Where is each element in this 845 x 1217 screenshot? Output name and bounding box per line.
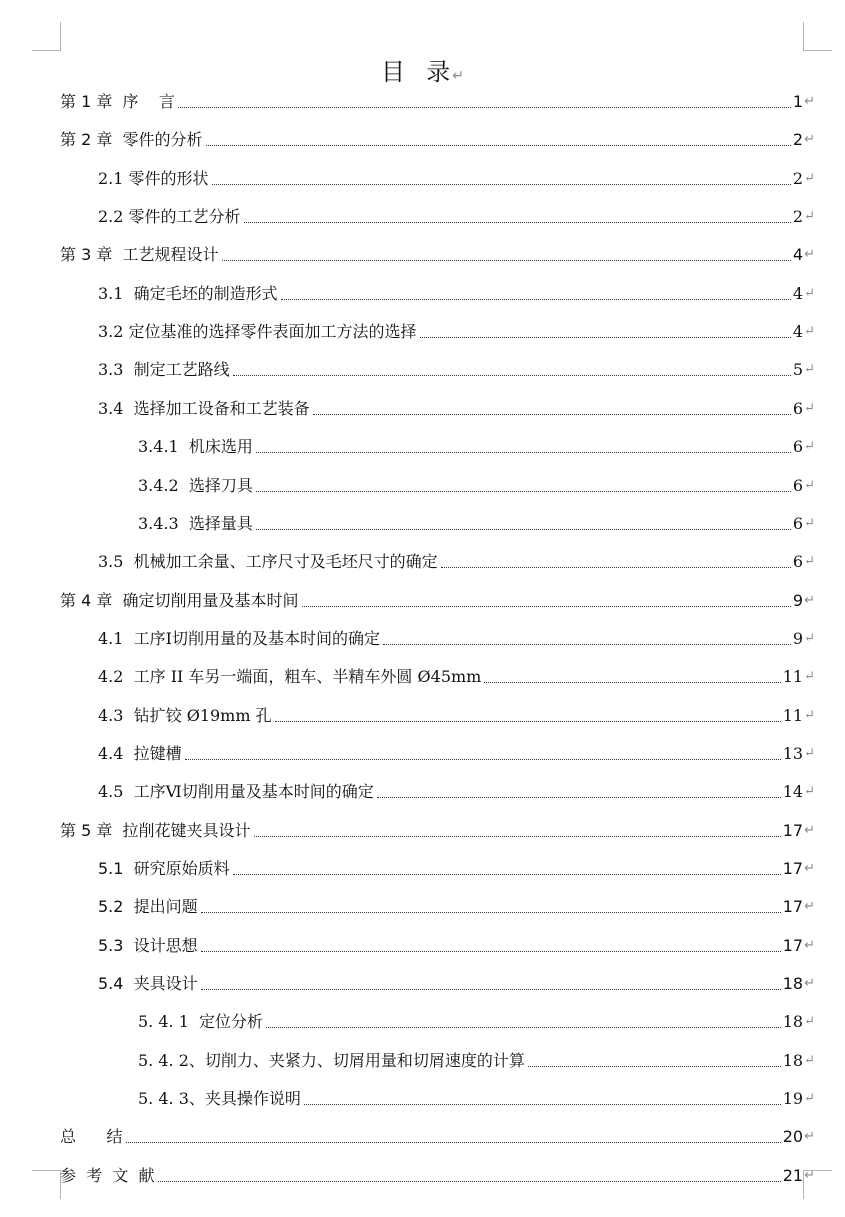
toc-dot-leader [377,797,781,798]
toc-page-number: 18 [782,1051,804,1070]
toc-entry-title: 4.3 钻扩铰 Ø19mm 孔 [98,706,272,725]
paragraph-mark-icon: ↵ [804,362,815,377]
toc-entry[interactable] [98,281,815,305]
paragraph-mark-icon: ↵ [804,324,815,339]
toc-page-number: 9 [792,591,804,610]
toc-dot-leader [304,1104,781,1105]
toc-entry[interactable] [98,319,815,343]
paragraph-mark-icon: ↵ [804,784,815,799]
toc-dot-leader [178,107,791,108]
toc-entry-title: 4.5 工序Ⅵ切削用量及基本时间的确定 [98,782,374,801]
toc-dot-leader [185,759,781,760]
toc-entry-title: 5. 4. 2、切削力、夹紧力、切屑用量和切屑速度的计算 [138,1051,525,1070]
toc-entry-title: 5.4 夹具设计 [98,974,198,993]
toc-page-number: 17 [782,897,804,916]
toc-dot-leader [383,644,791,645]
toc-entry-title: 3.4.2 选择刀具 [138,476,253,495]
toc-entry-title: 5. 4. 3、夹具操作说明 [138,1089,301,1108]
page-corner-mark-top-left [32,22,61,51]
paragraph-mark-icon: ↵ [804,1053,815,1068]
toc-dot-leader [212,184,791,185]
toc-entry-title: 5.1 研究原始质料 [98,859,230,878]
toc-entry-title: 3.4.3 选择量具 [138,514,253,533]
toc-page-number: 5 [792,360,804,379]
toc-entry[interactable] [98,396,815,420]
paragraph-mark-icon: ↵ [804,132,815,147]
toc-entry-title: 3.2 定位基准的选择零件表面加工方法的选择 [98,322,417,341]
toc-entry-title: 参 考 文 献 [60,1166,155,1185]
toc-dot-leader [281,299,791,300]
toc-entry-title: 3.4.1 机床选用 [138,437,253,456]
toc-entry-title: 第 2 章 零件的分析 [60,130,203,149]
toc-page-number: 19 [782,1089,804,1108]
toc-page-number: 13 [782,744,804,763]
toc-page-number: 11 [782,667,804,686]
toc-dot-leader [256,529,791,530]
toc-entry[interactable] [60,588,815,612]
toc-entry-title: 4.4 拉键槽 [98,744,182,763]
toc-entry[interactable] [98,971,815,995]
toc-entry-title: 5.2 提出问题 [98,897,198,916]
toc-page-number: 4 [792,245,804,264]
toc-entry[interactable] [98,933,815,957]
toc-dot-leader [233,874,781,875]
toc-entry-title: 3.3 制定工艺路线 [98,360,230,379]
toc-page-number: 2 [792,130,804,149]
toc-page-number: 6 [792,476,804,495]
toc-entry[interactable] [60,1163,815,1187]
toc-entry[interactable] [98,894,815,918]
paragraph-mark-icon: ↵ [804,439,815,454]
toc-entry-title: 3.1 确定毛坯的制造形式 [98,284,278,303]
toc-page-number: 6 [792,552,804,571]
toc-page-number: 18 [782,974,804,993]
toc-dot-leader [256,491,791,492]
toc-page-number: 4 [792,284,804,303]
toc-entry[interactable] [98,856,815,880]
toc-dot-leader [302,606,791,607]
toc-entry-title: 第 1 章 序 言 [60,92,175,111]
toc-page-number: 18 [782,1012,804,1031]
toc-entry[interactable] [60,127,815,151]
toc-page-number: 2 [792,169,804,188]
paragraph-mark-icon: ↵ [804,746,815,761]
toc-page-number: 17 [782,936,804,955]
toc-dot-leader [233,375,791,376]
toc-entry[interactable] [98,204,815,228]
paragraph-mark-icon: ↵ [804,401,815,416]
toc-entry[interactable] [138,511,815,535]
toc-dot-leader [275,721,781,722]
toc-entry[interactable] [98,703,815,727]
toc-dot-leader [201,951,781,952]
toc-page-number: 9 [792,629,804,648]
toc-page-number: 17 [782,859,804,878]
toc-page-number: 6 [792,437,804,456]
page-corner-mark-bottom-left [32,1170,61,1199]
toc-entry[interactable] [60,1124,815,1148]
toc-dot-leader [201,989,781,990]
toc-entry-title: 总 结 [60,1127,123,1146]
toc-entry[interactable] [138,1086,815,1110]
toc-entry[interactable] [138,473,815,497]
toc-entry-title: 3.5 机械加工余量、工序尺寸及毛坯尺寸的确定 [98,552,438,571]
paragraph-mark-icon: ↵ [804,631,815,646]
toc-dot-leader [244,222,791,223]
toc-entry[interactable] [98,357,815,381]
toc-entry-title: 5. 4. 1 定位分析 [138,1012,264,1031]
toc-entry-title: 5.3 设计思想 [98,936,198,955]
toc-entry-title: 第 3 章 工艺规程设计 [60,245,219,264]
toc-dot-leader [206,145,791,146]
paragraph-mark-icon: ↵ [804,209,815,224]
toc-entry[interactable] [60,818,815,842]
toc-entry[interactable] [60,242,815,266]
toc-page-number: 6 [792,399,804,418]
toc-page-number: 6 [792,514,804,533]
toc-page-number: 21 [782,1166,804,1185]
toc-entry[interactable] [60,89,815,113]
toc-entry-title: 第 5 章 拉削花键夹具设计 [60,821,251,840]
toc-page-number: 4 [792,322,804,341]
toc-page-number: 14 [782,782,804,801]
toc-entry[interactable] [98,779,815,803]
paragraph-mark-icon: ↵ [804,247,815,262]
toc-page-number: 20 [782,1127,804,1146]
toc-dot-leader [441,567,791,568]
paragraph-mark-icon: ↵ [804,938,815,953]
toc-dot-leader [256,452,791,453]
page-corner-mark-top-right [803,22,832,51]
toc-entry-title: 4.1 工序I切削用量的及基本时间的确定 [98,629,380,648]
toc-dot-leader [528,1066,781,1067]
toc-entry[interactable] [98,664,815,688]
paragraph-mark-icon: ↵ [804,171,815,186]
paragraph-mark-icon: ↵ [804,516,815,531]
toc-dot-leader [266,1027,781,1028]
toc-dot-leader [158,1181,781,1182]
toc-entry-title: 第 4 章 确定切削用量及基本时间 [60,591,299,610]
toc-dot-leader [420,337,791,338]
paragraph-mark-icon: ↵ [804,708,815,723]
paragraph-mark-icon: ↵ [804,554,815,569]
paragraph-mark-icon: ↵ [804,478,815,493]
toc-title [0,55,845,93]
paragraph-mark-icon: ↵ [452,68,464,84]
toc-entry[interactable] [138,1009,815,1033]
paragraph-mark-icon: ↵ [804,1014,815,1029]
toc-dot-leader [126,1142,781,1143]
toc-page-number: 1 [792,92,804,111]
toc-entry[interactable] [98,626,815,650]
toc-entry[interactable] [98,741,815,765]
paragraph-mark-icon: ↵ [804,823,815,838]
paragraph-mark-icon: ↵ [804,1168,815,1183]
paragraph-mark-icon: ↵ [804,1091,815,1106]
toc-entry[interactable] [138,434,815,458]
paragraph-mark-icon: ↵ [804,899,815,914]
paragraph-mark-icon: ↵ [804,976,815,991]
toc-dot-leader [484,682,780,683]
toc-title-text: 目 录 [381,58,453,86]
toc-page-number: 2 [792,207,804,226]
paragraph-mark-icon: ↵ [804,861,815,876]
toc-entry-title: 2.2 零件的工艺分析 [98,207,241,226]
toc-entry-title: 4.2 工序 II 车另一端面，粗车、半精车外圆 Ø45mm [98,667,482,686]
toc-page-number: 17 [782,821,804,840]
toc-entry-title: 3.4 选择加工设备和工艺装备 [98,399,310,418]
toc-dot-leader [201,912,781,913]
toc-page-number: 11 [782,706,804,725]
paragraph-mark-icon: ↵ [804,669,815,684]
toc-dot-leader [254,836,781,837]
paragraph-mark-icon: ↵ [804,1129,815,1144]
toc-entry[interactable] [98,166,815,190]
toc-entry-title: 2.1 零件的形状 [98,169,209,188]
paragraph-mark-icon: ↵ [804,593,815,608]
toc-entry[interactable] [98,549,815,573]
toc-dot-leader [222,260,791,261]
toc-entry[interactable] [138,1048,815,1072]
paragraph-mark-icon: ↵ [804,94,815,109]
toc-dot-leader [313,414,791,415]
paragraph-mark-icon: ↵ [804,286,815,301]
